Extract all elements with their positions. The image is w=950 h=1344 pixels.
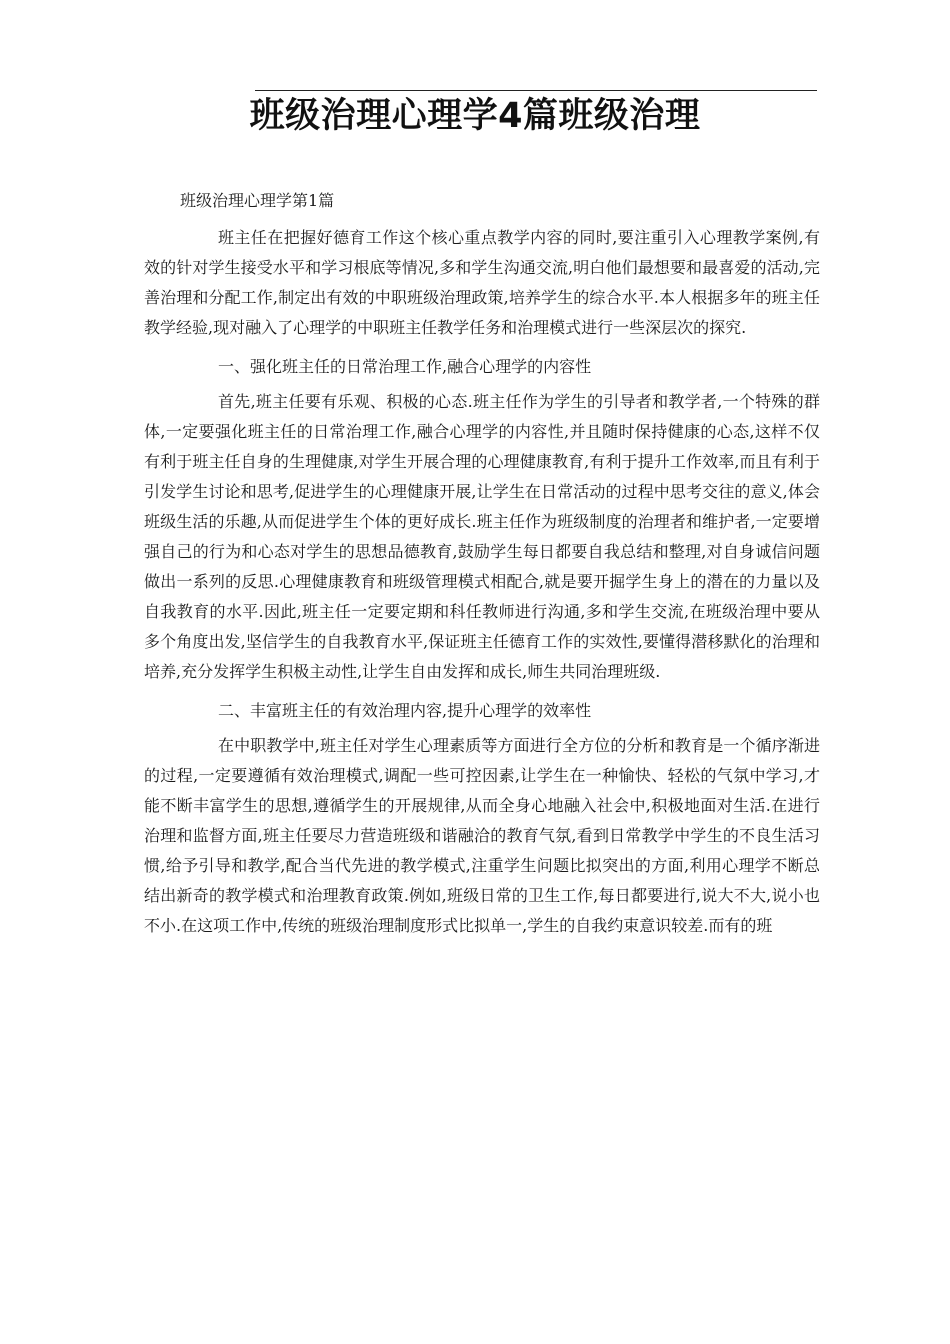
paragraph-intro: 班主任在把握好德育工作这个核心重点教学内容的同时,要注重引入心理教学案例,有效的针对学生接受水平和学习根底等情况,多和学生沟通交流,明白他们最想要和最喜爱的活动,完善治理和分配工作,制定出有效的中职班级治理政策,培养学生的综合水平.本人根据多年的班主任教学经验,现对融入了心理学的中职班主任教学任务和治理模式进行一些深层次的探究. [144,228,820,337]
section-subtitle: 班级治理心理学第1篇 [180,191,335,210]
header-rule [255,90,817,91]
document-title: 班级治理心理学4篇班级治理 [249,96,701,136]
paragraph-section-2: 在中职教学中,班主任对学生心理素质等方面进行全方位的分析和教育是一个循序渐进的过程,一定要遵循有效治理模式,调配一些可控因素,让学生在一种愉快、轻松的气氛中学习,才能不断丰富学生的思想,遵循学生的开展规律,从而全身心地融入社会中,积极地面对生活.在进行治理和监督方面,班主任要尽力营造班级和谐融洽的教育气氛,看到日常教学中学生的不良生活习惯,给予引导和教学,配合当代先进的教学模式,注重学生问题比拟突出的方面,利用心理学不断总结出新奇的教学模式和治理教育政策.例如,班级日常的卫生工作,每日都要进行,说大不大,说小也不小.在这项工作中,传统的班级治理制度形式比拟单一,学生的自我约束意识较差.而有的班 [144,736,820,935]
section-heading-1: 一、强化班主任的日常治理工作,融合心理学的内容性 [218,357,592,376]
document-body [144,186,820,941]
section-heading-2: 二、丰富班主任的有效治理内容,提升心理学的效率性 [218,701,592,720]
paragraph-section-1: 首先,班主任要有乐观、积极的心态.班主任作为学生的引导者和教学者,一个特殊的群体,一定要强化班主任的日常治理工作,融合心理学的内容性,并且随时保持健康的心态,这样不仅有利于班主任自身的生理健康,对学生开展合理的心理健康教育,有利于提升工作效率,而且有利于引发学生讨论和思考,促进学生的心理健康开展,让学生在日常活动的过程中思考交往的意义,体会班级生活的乐趣,从而促进学生个体的更好成长.班主任作为班级制度的治理者和维护者,一定要增强自己的行为和心态对学生的思想品德教育,鼓励学生每日都要自我总结和整理,对自身诚信问题做出一系列的反思.心理健康教育和班级管理模式相配合,就是要开掘学生身上的潜在的力量以及自我教育的水平.因此,班主任一定要定期和科任教师进行沟通,多和学生交流,在班级治理中要从多个角度出发,坚信学生的自我教育水平,保证班主任德育工作的实效性,要懂得潜移默化的治理和培养,充分发挥学生积极主动性,让学生自由发挥和成长,师生共同治理班级. [144,392,820,681]
